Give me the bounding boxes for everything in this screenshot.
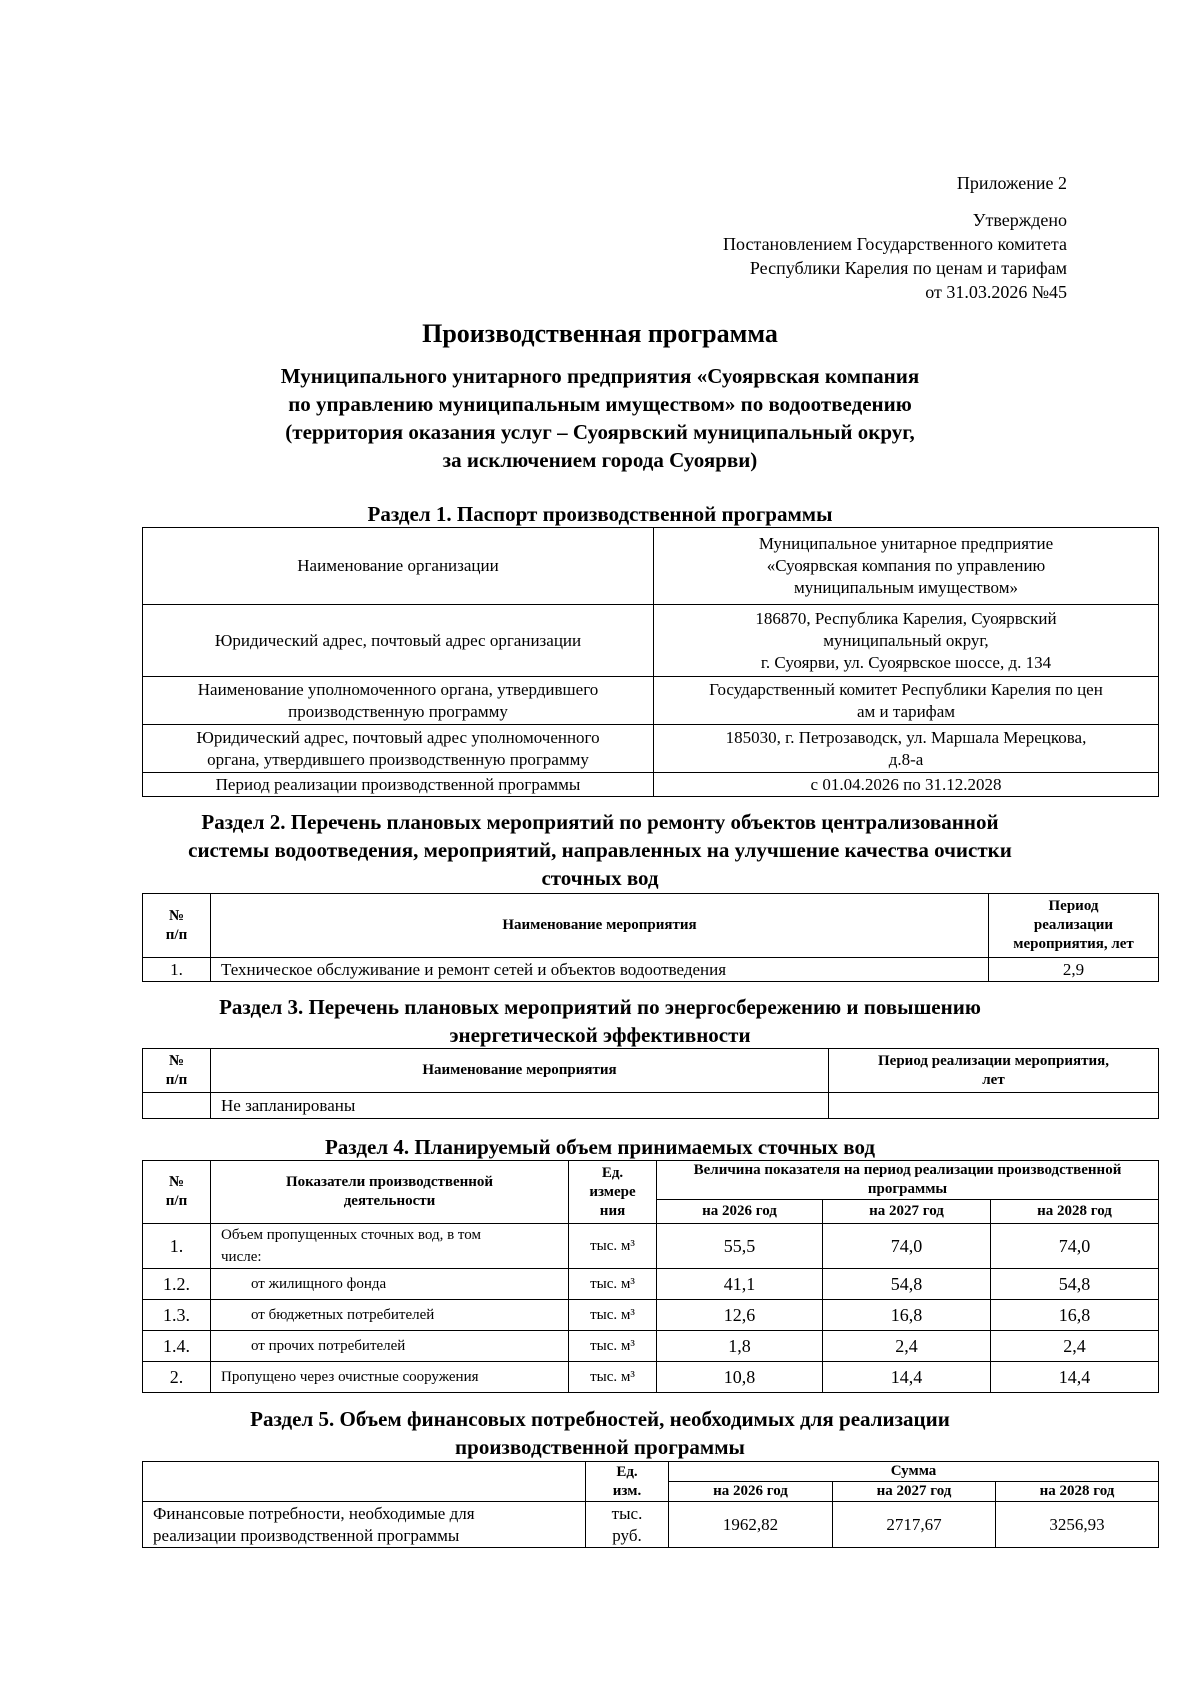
- subtitle-line: за исключением города Суоярви): [442, 448, 758, 472]
- value-line: 185030, г. Петрозаводск, ул. Маршала Мерецкова,: [725, 727, 1087, 747]
- col-year-2028: на 2028 год: [996, 1482, 1159, 1502]
- label-line: реализации производственной программы: [153, 1525, 460, 1545]
- cell-unit: тыс. м³: [569, 1224, 657, 1269]
- cell-value: 12,6: [657, 1300, 823, 1331]
- col-measure-name: Наименование мероприятия: [211, 1049, 829, 1093]
- col-unit: [569, 1161, 657, 1224]
- subtitle-line: Муниципального унитарного предприятия «Суоярвская компания: [280, 364, 920, 388]
- cell-indicator: от жилищного фонда: [211, 1269, 569, 1300]
- financial-needs-table: [142, 1461, 1159, 1548]
- section1-title: Раздел 1. Паспорт производственной программы: [367, 502, 833, 526]
- cell-not-planned: Не запланированы: [211, 1093, 829, 1119]
- header-line: лет: [982, 1071, 1005, 1088]
- cell-label: [143, 725, 654, 773]
- cell-indicator: Пропущено через очистные сооружения: [211, 1362, 569, 1393]
- wastewater-volume-table: [142, 1160, 1159, 1393]
- header-line: п/п: [165, 926, 188, 943]
- indicator-line: числе:: [221, 1249, 262, 1265]
- col-year-2027: на 2027 год: [823, 1200, 991, 1224]
- header-line: Период: [1048, 898, 1099, 914]
- resolution-date: от 31.03.2026 №45: [925, 282, 1067, 302]
- header-line: деятельности: [343, 1193, 436, 1209]
- header-line: №: [168, 907, 185, 924]
- col-label-empty: [143, 1462, 586, 1502]
- col-year-2028: на 2028 год: [991, 1200, 1159, 1224]
- cell-number: 1.4.: [143, 1331, 211, 1362]
- table-row: [143, 1093, 1159, 1119]
- table-row: [143, 773, 1159, 797]
- table-row: [143, 1224, 1159, 1269]
- cell-label: Период реализации производственной программы: [143, 773, 654, 797]
- cell-measure-name: Техническое обслуживание и ремонт сетей и объектов водоотведения: [211, 958, 989, 982]
- table-header-row: [143, 1462, 1159, 1482]
- value-line: ам и тарифам: [857, 701, 955, 721]
- cell-value: 55,5: [657, 1224, 823, 1269]
- section3-title: [130, 993, 1070, 1049]
- cell-unit: тыс. м³: [569, 1331, 657, 1362]
- cell-value: 2,4: [823, 1331, 991, 1362]
- header-line: измере: [589, 1183, 636, 1200]
- section2-title: [110, 808, 1090, 892]
- cell-indicator: от прочих потребителей: [211, 1331, 569, 1362]
- header-line: реализации: [1033, 917, 1114, 933]
- page-title: Производственная программа: [422, 319, 778, 348]
- table-row: [143, 1362, 1159, 1393]
- table-row: [143, 1502, 1159, 1548]
- cell-indicator: от бюджетных потребителей: [211, 1300, 569, 1331]
- cell-value: 74,0: [991, 1224, 1159, 1269]
- col-measure-name: Наименование мероприятия: [211, 894, 989, 958]
- col-year-2027: на 2027 год: [833, 1482, 996, 1502]
- cell-value: 2717,67: [833, 1502, 996, 1548]
- cell-value: 10,8: [657, 1362, 823, 1393]
- table-row: [143, 528, 1159, 605]
- table-header-row: [143, 1161, 1159, 1200]
- header-line: №: [168, 1052, 185, 1069]
- header-line: Ед.: [616, 1463, 638, 1480]
- section5-title-line: Раздел 5. Объем финансовых потребностей, необходимых для реализации: [250, 1407, 950, 1431]
- header-line: Величина показателя на период реализации производственной: [693, 1162, 1122, 1178]
- col-number: [143, 894, 211, 958]
- value-line: муниципальный округ,: [823, 630, 989, 650]
- cell-value: 74,0: [823, 1224, 991, 1269]
- cell-value: 1,8: [657, 1331, 823, 1362]
- cell-value: [654, 677, 1159, 725]
- cell-period: 2,9: [989, 958, 1159, 982]
- header-line: п/п: [165, 1071, 188, 1088]
- table-row: [143, 677, 1159, 725]
- cell-value: 14,4: [991, 1362, 1159, 1393]
- value-line: «Суоярвская компания по управлению: [766, 556, 1046, 575]
- table-row: [143, 1300, 1159, 1331]
- col-value-group: [657, 1161, 1159, 1200]
- indicator-line: Объем пропущенных сточных вод, в том: [221, 1227, 481, 1243]
- col-year-2026: на 2026 год: [657, 1200, 823, 1224]
- cell-number: 1.3.: [143, 1300, 211, 1331]
- col-period: [829, 1049, 1159, 1093]
- energy-measures-table: [142, 1048, 1159, 1119]
- value-line: Муниципальное унитарное предприятие: [758, 534, 1054, 553]
- cell-number: 1.: [143, 1224, 211, 1269]
- table-row: [143, 605, 1159, 677]
- approved-label: Утверждено: [972, 210, 1067, 230]
- cell-value: 54,8: [991, 1269, 1159, 1300]
- appendix-label: Приложение 2: [956, 173, 1067, 193]
- cell-unit: тыс. м³: [569, 1300, 657, 1331]
- cell-label: [143, 677, 654, 725]
- unit-line: руб.: [612, 1525, 642, 1545]
- cell-period: [829, 1093, 1159, 1119]
- cell-value: [654, 605, 1159, 677]
- col-sum: Сумма: [669, 1462, 1159, 1482]
- cell-value: 3256,93: [996, 1502, 1159, 1548]
- cell-number: 1.2.: [143, 1269, 211, 1300]
- label-line: производственную программу: [288, 701, 508, 721]
- value-line: муниципальным имуществом»: [794, 578, 1018, 597]
- header-line: ния: [599, 1202, 626, 1219]
- header-line: Ед.: [601, 1164, 624, 1181]
- section5-title-line: производственной программы: [455, 1435, 745, 1459]
- subtitle-line: по управлению муниципальным имуществом» по водоотведению: [288, 392, 912, 416]
- repair-measures-table: [142, 893, 1159, 982]
- cell-indicator: [211, 1224, 569, 1269]
- cell-unit: тыс. м³: [569, 1362, 657, 1393]
- header-line: мероприятия, лет: [1013, 936, 1134, 952]
- table-header-row: [143, 894, 1159, 958]
- cell-value: 1962,82: [669, 1502, 833, 1548]
- cell-unit: [586, 1502, 669, 1548]
- cell-label: [143, 1502, 586, 1548]
- label-line: органа, утвердившего производственную программу: [207, 749, 589, 769]
- section2-title-line: системы водоотведения, мероприятий, направленных на улучшение качества очистки: [188, 838, 1012, 862]
- table-row: [143, 1269, 1159, 1300]
- table-header-row: [143, 1049, 1159, 1093]
- section3-title-line: энергетической эффективности: [449, 1023, 751, 1047]
- col-unit: [586, 1462, 669, 1502]
- header-line: п/п: [165, 1193, 188, 1209]
- unit-line: тыс.: [611, 1503, 643, 1523]
- cell-value: 54,8: [823, 1269, 991, 1300]
- table-row: [143, 1331, 1159, 1362]
- table-row: [143, 958, 1159, 982]
- value-line: Государственный комитет Республики Карелия по цен: [709, 679, 1103, 699]
- cell-value: с 01.04.2026 по 31.12.2028: [654, 773, 1159, 797]
- label-line: Наименование уполномоченного органа, утвердившего: [197, 679, 599, 699]
- label-line: Юридический адрес, почтовый адрес уполномоченного: [196, 727, 600, 747]
- cell-label: Наименование организации: [143, 528, 654, 605]
- header-line: Период реализации мероприятия,: [878, 1052, 1109, 1069]
- page-subtitle: [200, 362, 1000, 474]
- col-number: [143, 1161, 211, 1224]
- value-line: д.8-а: [888, 749, 924, 769]
- col-year-2026: на 2026 год: [669, 1482, 833, 1502]
- cell-value: [654, 528, 1159, 605]
- cell-label: Юридический адрес, почтовый адрес организации: [143, 605, 654, 677]
- col-indicator: [211, 1161, 569, 1224]
- cell-value: [654, 725, 1159, 773]
- approval-block: [723, 208, 1067, 304]
- section4-title: Раздел 4. Планируемый объем принимаемых сточных вод: [324, 1135, 876, 1159]
- cell-number: 1.: [143, 958, 211, 982]
- committee-line: Республики Карелия по ценам и тарифам: [749, 258, 1067, 278]
- cell-value: 41,1: [657, 1269, 823, 1300]
- section2-title-line: сточных вод: [541, 866, 659, 890]
- cell-number: [143, 1093, 211, 1119]
- cell-value: 2,4: [991, 1331, 1159, 1362]
- value-line: 186870, Республика Карелия, Суоярвский: [755, 608, 1057, 628]
- col-period: [989, 894, 1159, 958]
- label-line: Финансовые потребности, необходимые для: [153, 1503, 475, 1523]
- cell-unit: тыс. м³: [569, 1269, 657, 1300]
- header-line: №: [168, 1174, 185, 1190]
- subtitle-line: (территория оказания услуг – Суоярвский муниципальный округ,: [285, 420, 915, 444]
- section3-title-line: Раздел 3. Перечень плановых мероприятий по энергосбережению и повышению: [219, 995, 981, 1019]
- cell-number: 2.: [143, 1362, 211, 1393]
- cell-value: 16,8: [991, 1300, 1159, 1331]
- table-row: [143, 725, 1159, 773]
- value-line: г. Суоярви, ул. Суоярвское шоссе, д. 134: [760, 652, 1052, 672]
- col-number: [143, 1049, 211, 1093]
- passport-table: [142, 527, 1159, 797]
- header-line: программы: [867, 1181, 948, 1197]
- header-line: изм.: [612, 1482, 642, 1499]
- header-line: Показатели производственной: [285, 1174, 494, 1190]
- resolution-line: Постановлением Государственного комитета: [723, 234, 1067, 254]
- cell-value: 14,4: [823, 1362, 991, 1393]
- cell-value: 16,8: [823, 1300, 991, 1331]
- section2-title-line: Раздел 2. Перечень плановых мероприятий по ремонту объектов централизованной: [201, 810, 999, 834]
- section5-title: [130, 1405, 1070, 1461]
